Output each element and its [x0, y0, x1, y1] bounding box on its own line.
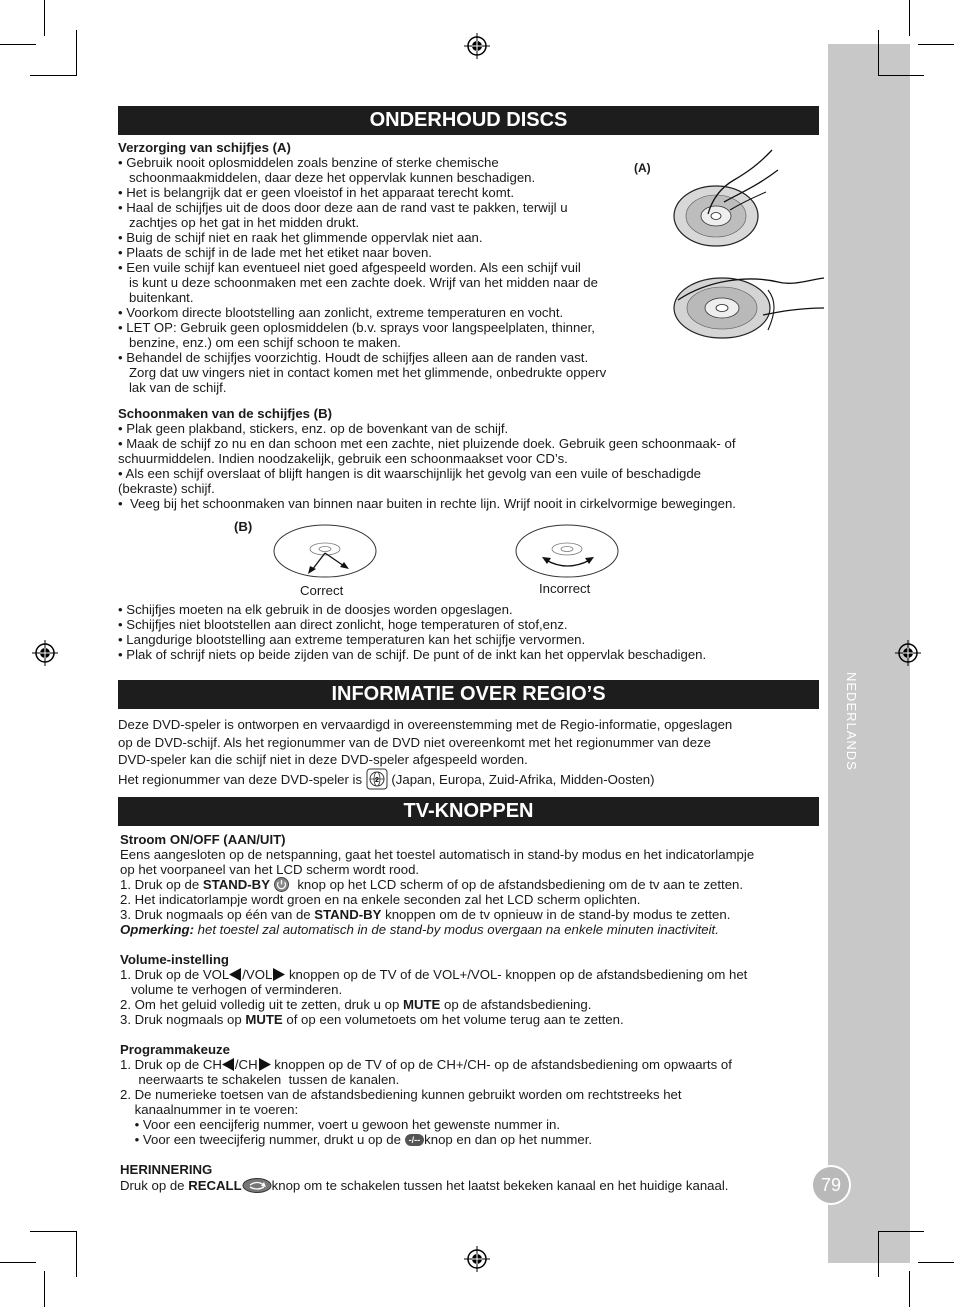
disc-handling-illustration — [668, 140, 828, 355]
step-text: • Voor een tweecijferig nummer, drukt u op de — [120, 1132, 405, 1147]
registration-mark-icon — [32, 640, 58, 666]
power-note — [120, 922, 719, 937]
list-item: (bekraste) schijf. — [118, 481, 215, 496]
arrow-right-icon — [272, 968, 285, 981]
recall-button-icon — [242, 1178, 272, 1193]
step-text: knoppen op de TV of op de CH+/CH- op de afstandsbediening om opwaarts of — [270, 1057, 732, 1072]
program-step-1-cont: neerwaarts te schakelen tussen de kanalen. — [120, 1072, 400, 1087]
program-step-2-cont: kanaalnummer in te voeren: — [120, 1102, 299, 1117]
correct-label: Correct — [300, 583, 344, 598]
list-item: lak van de schijf. — [118, 380, 227, 395]
list-item: • Buig de schijf niet en raak het glimmende oppervlak niet aan. — [118, 230, 483, 245]
region-number-line — [118, 768, 655, 790]
volume-step-3 — [120, 1012, 624, 1027]
power-step-2: 2. Het indicatorlampje wordt groen en na enkele seconden zal het LCD scherm oplichten. — [120, 892, 641, 907]
region-prefix: Het regionummer van deze DVD-speler is — [118, 772, 366, 787]
power-line: Eens aangesloten op de netspanning, gaat het toestel automatisch in stand-by modus en het indicatorlampje — [120, 847, 755, 862]
registration-mark-icon — [895, 640, 921, 666]
figure-b-label: (B) — [234, 519, 253, 534]
list-item: • Schijfjes niet blootstellen aan direct zonlicht, hoge temperaturen of stof,enz. — [118, 617, 568, 632]
section-title-tv-buttons: TV-KNOPPEN — [118, 797, 819, 826]
registration-mark-icon — [464, 1246, 490, 1272]
note-text: het toestel zal automatisch in de stand-by modus overgaan na enkele minuten inactiviteit. — [194, 922, 719, 937]
list-item: • Gebruik nooit oplosmiddelen zoals benzine of sterke chemische — [118, 155, 499, 170]
reminder-heading: HERINNERING — [120, 1162, 213, 1177]
list-item: buitenkant. — [118, 290, 194, 305]
list-item: • LET OP: Gebruik geen oplosmiddelen (b.v. sprays voor langspeelplaten, thinner, — [118, 320, 595, 335]
step-text: 1. Druk op de — [120, 877, 203, 892]
reminder-text — [120, 1178, 728, 1193]
volume-step-2 — [120, 997, 591, 1012]
volume-step-1 — [120, 967, 747, 982]
step-text: knoppen op de TV of de VOL+/VOL- knoppen op de afstandsbediening om het — [285, 967, 748, 982]
step-text: /VOL — [242, 967, 273, 982]
registration-mark-icon — [464, 33, 490, 59]
step-text: knop en dan op het nummer. — [424, 1132, 593, 1147]
list-item: • Een vuile schijf kan eventueel niet goed afgespeeld worden. Als een schijf vuil — [118, 260, 581, 275]
note-label: Opmerking: — [120, 922, 195, 937]
incorrect-label: Incorrect — [539, 581, 591, 596]
list-item: • Haal de schijfjes uit de doos door deze aan de rand vast te pakken, terwijl u — [118, 200, 568, 215]
step-text: 1. Druk op de CH — [120, 1057, 222, 1072]
svg-text:2: 2 — [374, 777, 379, 784]
list-item: • Langdurige blootstelling aan extreme temperaturen kan het schijfje vervormen. — [118, 632, 586, 647]
region-suffix: (Japan, Europa, Zuid-Afrika, Midden-Oosten) — [387, 772, 655, 787]
step-text: 1. Druk op de VOL — [120, 967, 230, 982]
step-text: 3. Druk nogmaals op — [120, 1012, 246, 1027]
list-item: • Als een schijf overslaat of blijft hangen is dit waarschijnlijk het gevolg van een vuile of beschadigde — [118, 466, 702, 481]
section-title-disc-care: ONDERHOUD DISCS — [118, 106, 819, 135]
step-text: knoppen om de tv opnieuw in de stand-by modus te zetten. — [381, 907, 731, 922]
standby-keyword: STAND-BY — [314, 907, 382, 922]
step-text: 3. Druk nogmaals op één van de — [120, 907, 315, 922]
paragraph-line: Deze DVD-speler is ontworpen en vervaardigd in overeenstemming met de Regio-informatie, opgeslagen — [118, 717, 733, 732]
page-number: 79 — [811, 1165, 851, 1205]
step-text: knop op het LCD scherm of op de afstandsbediening om de tv aan te zetten. — [290, 877, 744, 892]
section-title-region-info: INFORMATIE OVER REGIO’S — [118, 680, 819, 709]
recall-keyword: RECALL — [188, 1178, 242, 1193]
arrow-right-icon — [258, 1058, 271, 1071]
language-label: NEDERLANDS — [844, 672, 859, 771]
paragraph-line: DVD-speler kan die schijf niet in deze DVD-speler afgespeeld worden. — [118, 752, 528, 767]
power-line: op het voorpaneel van het LCD scherm wordt rood. — [120, 862, 420, 877]
program-step-2: 2. De numerieke toetsen van de afstandsbediening kunnen gebruikt worden om rechtstreeks het — [120, 1087, 682, 1102]
volume-heading: Volume-instelling — [120, 952, 229, 967]
arrow-left-icon — [222, 1058, 235, 1071]
list-item: Zorg dat uw vingers niet in contact komen met het glimmende, onbedrukte opperv — [118, 365, 607, 380]
step-text: op de afstandsbediening. — [440, 997, 592, 1012]
mute-keyword: MUTE — [245, 1012, 283, 1027]
list-item: • Veeg bij het schoonmaken van binnen naar buiten in rechte lijn. Wrijf nooit in cirkelvormige bewegingen. — [118, 496, 736, 511]
list-item: • Plaats de schijf in de lade met het etiket naar boven. — [118, 245, 432, 260]
paragraph-line: op de DVD-schijf. Als het regionummer van de DVD niet overeenkomt met het regionummer van deze — [118, 735, 711, 750]
step-text: 2. Om het geluid volledig uit te zetten, druk u op — [120, 997, 403, 1012]
step-text: of op een volumetoets om het volume terug aan te zetten. — [282, 1012, 624, 1027]
step-text: Druk op de — [120, 1178, 189, 1193]
list-item: • Schijfjes moeten na elk gebruik in de doosjes worden opgeslagen. — [118, 602, 513, 617]
care-heading: Verzorging van schijfjes (A) — [118, 140, 291, 155]
power-step-3 — [120, 907, 730, 922]
list-item: zachtjes op het gat in het midden drukt. — [118, 215, 360, 230]
list-item: • Plak of schrijf niets op beide zijden van de schijf. De punt of de inkt kan het oppervlak beschadigen. — [118, 647, 707, 662]
region-globe-icon — [366, 768, 388, 790]
power-button-icon — [273, 877, 290, 892]
digit-button-icon: -/-- — [405, 1134, 425, 1146]
program-step-1 — [120, 1057, 732, 1072]
correct-wipe-disc-icon — [272, 522, 378, 580]
list-item: benzine, enz.) om een schijf schoon te maken. — [118, 335, 401, 350]
list-item: • Het is belangrijk dat er geen vloeistof in het apparaat terecht komt. — [118, 185, 515, 200]
list-item: • Plak geen plakband, stickers, enz. op de bovenkant van de schijf. — [118, 421, 509, 436]
power-heading: Stroom ON/OFF (AAN/UIT) — [120, 832, 286, 847]
arrow-left-icon — [229, 968, 242, 981]
power-step-1 — [120, 877, 743, 892]
standby-keyword: STAND-BY — [202, 877, 270, 892]
list-item: • Voorkom directe blootstelling aan zonlicht, extreme temperaturen en vocht. — [118, 305, 564, 320]
list-item: schoonmaakmiddelen, daar deze het oppervlak kunnen beschadigen. — [118, 170, 536, 185]
figure-a-label: (A) — [634, 161, 651, 175]
program-bullet-1: • Voor een eencijferig nummer, voert u gewoon het gewenste nummer in. — [120, 1117, 561, 1132]
step-text: knop om te schakelen tussen het laatst bekeken kanaal en het huidige kanaal. — [271, 1178, 729, 1193]
volume-step-1-cont: volume te verhogen of verminderen. — [120, 982, 343, 997]
program-bullet-2 — [120, 1132, 592, 1147]
incorrect-wipe-disc-icon — [514, 522, 620, 580]
step-text: /CH — [234, 1057, 258, 1072]
list-item: • Behandel de schijfjes voorzichtig. Houdt de schijfjes alleen aan de randen vast. — [118, 350, 589, 365]
mute-keyword: MUTE — [402, 997, 441, 1012]
list-item: schuurmiddelen. Indien noodzakelijk, gebruik een schoonmaakset voor CD’s. — [118, 451, 568, 466]
list-item: is kunt u deze schoonmaken met een zachte doek. Wrijf van het midden naar de — [118, 275, 598, 290]
clean-heading: Schoonmaken van de schijfjes (B) — [118, 406, 332, 421]
program-heading: Programmakeuze — [120, 1042, 230, 1057]
list-item: • Maak de schijf zo nu en dan schoon met een zachte, niet pluizende doek. Gebruik geen schoonmaak- of — [118, 436, 736, 451]
